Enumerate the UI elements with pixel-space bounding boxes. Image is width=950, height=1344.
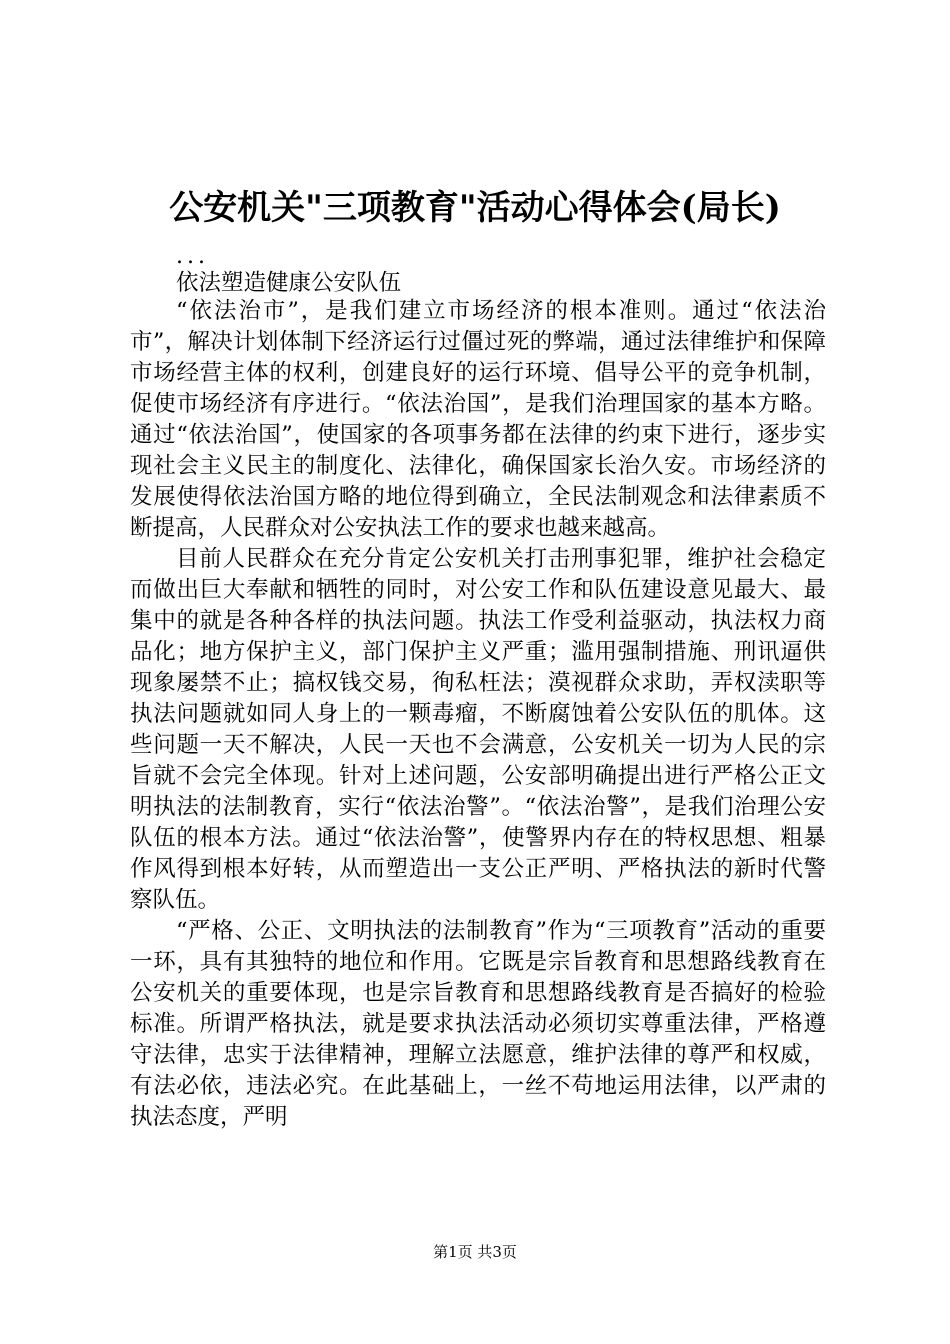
page-number-footer: 第1页 共3页 (433, 1243, 517, 1261)
document-title: 公安机关"三项教育"活动心得体会(局长) (169, 188, 781, 228)
body-paragraph-1: “依法治市”，是我们建立市场经济的根本准则。通过“依法治市”，解决计划体制下经济运行过僵过死的弊端，通过法律维护和保障市场经营主体的权利，创建良好的运行环境、倡导公平的竞争机制，促使市场经济有序进行。“依法治国”，是我们治理国家的基本方略。通过“依法治国”，使国家的各项事务都在法律的约束下进行，逐步实现社会主义民主的制度化、法律化，确保国家长治久安。市场经济的发展使得依法治国方略的地位得到确立，全民法制观念和法律素质不断提高，人民群众对公安执法工作的要求也越来越高。 (130, 298, 826, 541)
document-subtitle: 依法塑造健康公安队伍 (176, 270, 402, 296)
body-paragraph-2: 目前人民群众在充分肯定公安机关打击刑事犯罪，维护社会稳定而做出巨大奉献和牺牲的同时，对公安工作和队伍建设意见最大、最集中的就是各种各样的执法问题。执法工作受利益驱动，执法权力商品化；地方保护主义，部门保护主义严重；滥用强制措施、刑讯逼供现象屡禁不止；搞权钱交易，徇私枉法；漠视群众求助，弄权渎职等执法问题就如同人身上的一颗毒瘤，不断腐蚀着公安队伍的肌体。这些问题一天不解决，人民一天也不会满意，公安机关一切为人民的宗旨就不会完全体现。针对上述问题，公安部明确提出进行严格公正文明执法的法制教育，实行“依法治警”。“依法治警”，是我们治理公安队伍的根本方法。通过“依法治警”，使警界内存在的特权思想、粗暴作风得到根本好转，从而塑造出一支公正严明、严格执法的新时代警察队伍。 (130, 546, 826, 913)
body-paragraph-3: “严格、公正、文明执法的法制教育”作为“三项教育”活动的重要一环，具有其独特的地位和作用。它既是宗旨教育和思想路线教育在公安机关的重要体现，也是宗旨教育和思想路线教育是否搞好的检验标准。所谓严格执法，就是要求执法活动必须切实尊重法律，严格遵守法律，忠实于法律精神，理解立法愿意，维护法律的尊严和权威，有法必依，违法必究。在此基础上，一丝不苟地运用法律，以严肃的执法态度，严明 (130, 918, 826, 1130)
document-body (130, 296, 826, 1133)
title-continuation-ellipsis: ... (176, 244, 209, 269)
